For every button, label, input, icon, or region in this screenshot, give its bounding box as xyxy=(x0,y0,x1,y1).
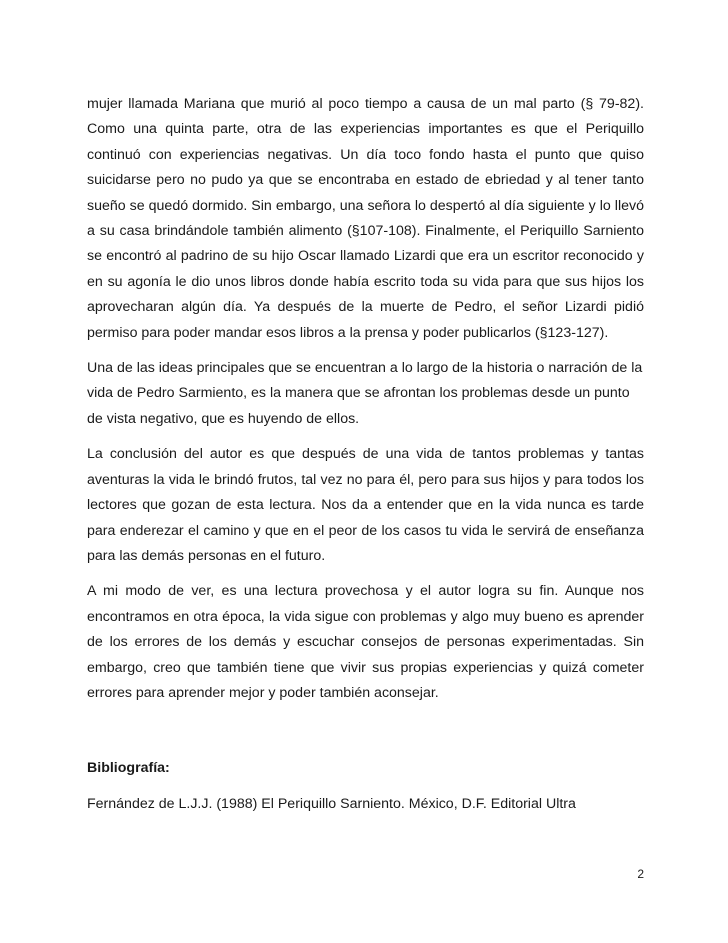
bibliography-heading: Bibliografía: xyxy=(87,760,170,777)
page-number: 2 xyxy=(637,867,644,881)
paragraph-main-ideas: Una de las ideas principales que se encuentran a lo largo de la historia o narración de la vida de Pedro Sarmiento, es la manera que se afrontan los problemas desde un punto de vista negativo, que es huyendo de ellos. xyxy=(87,360,643,427)
paragraph-opinion: A mi modo de ver, es una lectura provechosa y el autor logra su fin. Aunque nos encontramos en otra época, la vida sigue con problemas y algo muy bueno es aprender de los errores de los demás y escuchar consejos de personas experimentadas. Sin embargo, creo que también tiene que vivir sus propias experiencias y quizá cometer errores para aprender mejor y poder también aconsejar. xyxy=(87,583,644,701)
paragraph-summary-continued: mujer llamada Mariana que murió al poco tiempo a causa de un mal parto (§ 79-82). Como una quinta parte, otra de las experiencias importantes es que el Periquillo continuó con experiencias negativas. Un día toco fondo hasta el punto que quiso suicidarse pero no pudo ya que se encontraba en estado de ebriedad y al tener tanto sueño se quedó dormido. Sin embargo, una señora lo despertó al día siguiente y lo llevó a su casa brindándole también alimento (§107-108). Finalmente, el Periquillo Sarniento se encontró al padrino de su hijo Oscar llamado Lizardi que era un escritor reconocido y en su agonía le dio unos libros donde había escrito toda su vida para que sus hijos los aprovecharan algún día. Ya después de la muerte de Pedro, el señor Lizardi pidió permiso para poder mandar esos libros a la prensa y poder publicarlos (§123-127). xyxy=(87,96,644,341)
section-spacer xyxy=(87,716,644,756)
document-page xyxy=(87,92,644,827)
paragraph-conclusion: La conclusión del autor es que después de una vida de tantos problemas y tantas aventuras la vida le brindó frutos, tal vez no para él, pero para sus hijos y para todos los lectores que gozan de esta lectura. Nos da a entender que en la vida nunca es tarde para enderezar el camino y que en el peor de los casos tu vida le servirá de enseñanza para las demás personas en el futuro. xyxy=(87,446,644,564)
bibliography-entry: Fernández de L.J.J. (1988) El Periquillo Sarniento. México, D.F. Editorial Ultra xyxy=(87,795,576,812)
